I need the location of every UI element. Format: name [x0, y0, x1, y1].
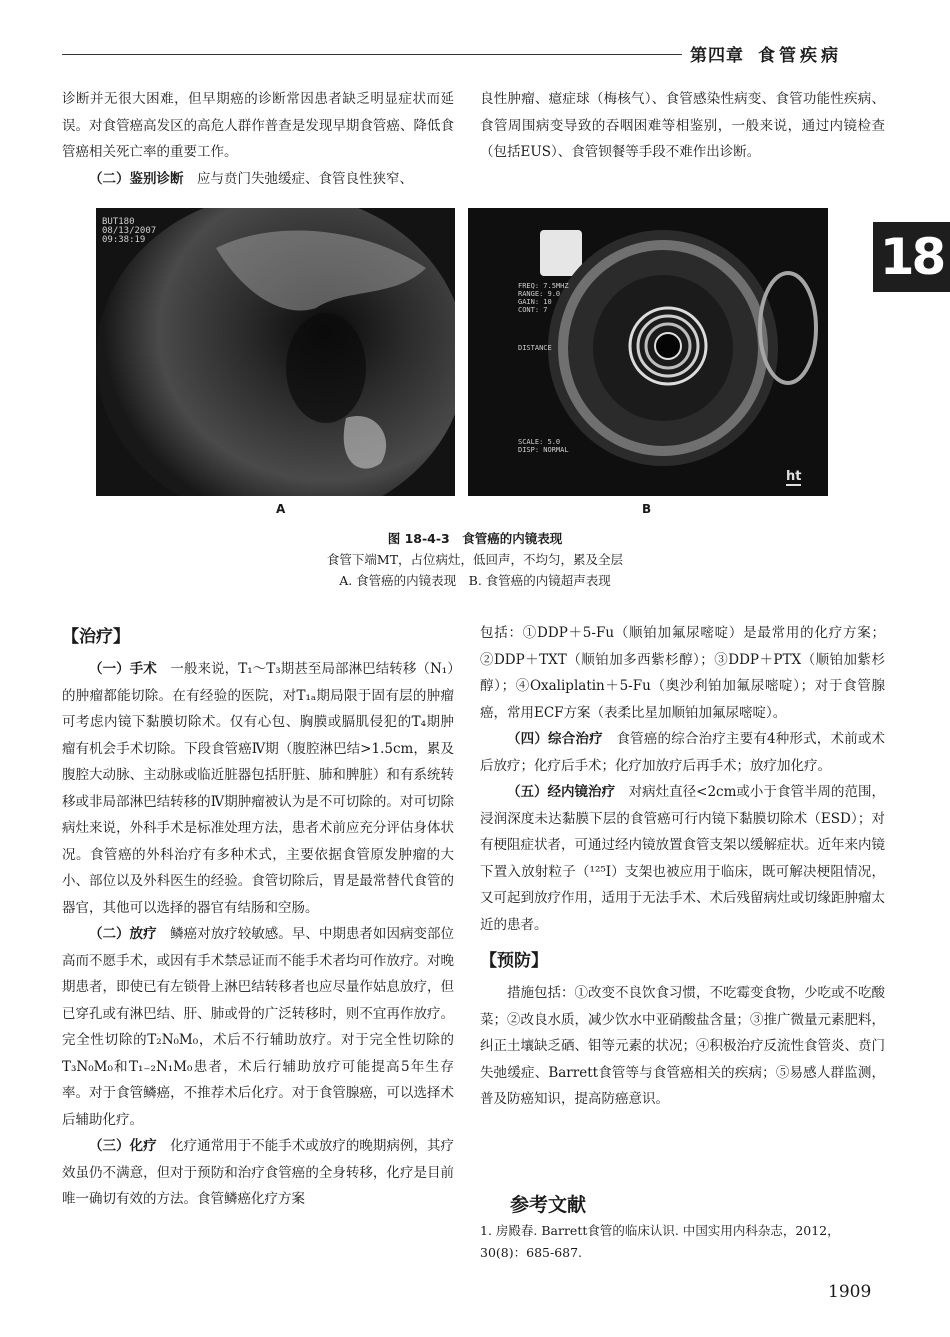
surgery-heading: （一）手术: [89, 661, 157, 677]
differential-heading: （二）鉴别诊断: [89, 170, 184, 187]
prevention-heading: 【预防】: [480, 951, 548, 971]
chapter-topic: 食管疾病: [758, 46, 842, 66]
treatment-heading: 【治疗】: [62, 627, 130, 647]
reference-item: 1. 房殿春. Barrett食管的临床认识. 中国实用内科杂志，2012，30(8)：685-687.: [480, 1223, 840, 1260]
intro-paragraph: 诊断并无很大困难，但早期癌的诊断常因患者缺乏明显症状而延误。对食管癌高发区的高危人群作普查是发现早期食管癌、降低食管癌相关死亡率的重要工作。: [62, 91, 454, 160]
chapter-tab: 18: [873, 222, 950, 292]
top-right-column: [480, 86, 885, 166]
chemotherapy-heading: （三）化疗: [89, 1138, 157, 1154]
eus-overlay-settings: FREQ: 7.5MHZ RANGE: 9.0 GAIN: 10 CONT: 7 DISTANCE: [518, 282, 569, 352]
endoscopic-therapy-paragraph: [480, 779, 885, 938]
radiotherapy-paragraph: [62, 921, 454, 1133]
radiotherapy-heading: （二）放疗: [89, 926, 157, 942]
eus-logo: ht: [786, 469, 802, 484]
figure-b-eus-image: [468, 208, 828, 496]
differential-text: 应与贲门失弛缓症、食管良性狭窄、: [197, 170, 413, 187]
surgery-text: 一般来说，T₁～T₃期甚至局部淋巴结转移（N₁）的肿瘤都能切除。在有经验的医院，对T₁ₐ期局限于固有层的肿瘤可考虑内镜下黏膜切除术。仅有心包、胸膜或膈肌侵犯的T₄期肿瘤有机会手术切除。下段食管癌Ⅳ期（腹腔淋巴结>1.5cm，累及腹腔大动脉、主动脉或临近脏器包括肝脏、肺和脾脏）和有系统转移或非局部淋巴结转移的Ⅳ期肿瘤被认为是不可切除的。对可切除病灶来说，外科手术是标准处理方法，患者术前应充分评估身体状况。食管癌的外科治疗有多种术式，主要依据食管原发肿瘤的大小、部位以及外科医生的经验。食管切除后，胃是最常替代食管的器官，其他可以选择的器官有结肠和空肠。: [62, 661, 455, 916]
combined-therapy-heading: （四）综合治疗: [507, 731, 603, 747]
endoscopic-therapy-heading: （五）经内镜治疗: [507, 784, 616, 800]
figure-label-b: B: [642, 502, 652, 516]
figure-caption-description: 食管下端MT，占位病灶，低回声，不均匀，累及全层: [326, 552, 624, 567]
treatment-right-column: [480, 620, 885, 1113]
endoscopy-overlay-text: BUT180 08/13/2007 09:38:19: [102, 217, 157, 245]
differential-paragraph: [62, 166, 454, 193]
figure-a-endoscopy-image: [96, 208, 455, 496]
eus-overlay-scale: SCALE: 5.0 DISP: NORMAL: [518, 438, 569, 454]
radiotherapy-text: 鳞癌对放疗较敏感。早、中期患者如因病变部位高而不愿手术，或因有手术禁忌证而不能手术者均可作放疗。对晚期患者，即使已有左锁骨上淋巴结转移者也应尽量作姑息放疗，但已穿孔或有淋巴结、肝、肺或骨的广泛转移时，则不宜再作放疗。完全性切除的T₂N₀M₀，术后不行辅助放疗。对于完全性切除的T₃N₀M₀和T₁₋₂N₁M₀患者，术后行辅助放疗可能提高5年生存率。对于食管鳞癌，不推荐术后化疗。对于食管腺癌，可以选择术后辅助化疗。: [62, 926, 455, 1128]
chemotherapy-paragraph: [62, 1133, 454, 1213]
combined-therapy-paragraph: [480, 726, 885, 779]
chapter-header: [690, 41, 842, 66]
references-heading: 参考文献: [510, 1194, 587, 1216]
treatment-left-column: [62, 620, 454, 1213]
differential-continued: 良性肿瘤、癔症球（梅核气）、食管感染性病变、食管功能性疾病、食管周围病变导致的吞咽困难等相鉴别，一般来说，通过内镜检查（包括EUS）、食管钡餐等手段不难作出诊断。: [480, 91, 885, 160]
prevention-paragraph: 措施包括：①改变不良饮食习惯，不吃霉变食物，少吃或不吃酸菜；②改良水质，减少饮水中亚硝酸盐含量；③推广微量元素肥料，纠正土壤缺乏硒、钼等元素的状况；④积极治疗反流性食管炎、贲门失弛缓症、Barrett食管等与食管癌相关的疾病；⑤易感人群监测，普及防癌知识，提高防癌意识。: [480, 985, 885, 1107]
endoscopy-photo: [96, 208, 455, 496]
figure-label-a: A: [276, 502, 286, 516]
header-rule: [62, 54, 682, 55]
surgery-paragraph: [62, 656, 454, 921]
combined-therapy-text: 食管癌的综合治疗主要有4种形式，术前或术后放疗；化疗后手术；化疗加放疗后再手术；放疗加化疗。: [480, 731, 886, 774]
scan-marker-box: [540, 230, 582, 276]
endoscopic-therapy-text: 对病灶直径<2cm或小于食管半周的范围，浸润深度未达黏膜下层的食管癌可行内镜下黏膜切除术（ESD）；对有梗阻症状者，可通过经内镜放置食管支架以缓解症状。近年来内镜下置入放射粒子（¹²⁵I）支架也被应用于临床，既可解决梗阻情况，又可起到放疗作用，适用于无法手术、术后残留病灶或切缘距肿瘤太近的患者。: [480, 784, 886, 933]
chapter-number: 第四章: [690, 46, 744, 66]
chemo-regimens-paragraph: 包括：①DDP＋5-Fu（顺铂加氟尿嘧啶）是最常用的化疗方案；②DDP＋TXT（顺铂加多西紫杉醇）；③DDP＋PTX（顺铂加紫杉醇）；④Oxaliplatin＋5-Fu（奥沙利铂加氟尿嘧啶）；对于食管腺癌，常用ECF方案（表柔比星加顺铂加氟尿嘧啶）。: [480, 625, 885, 721]
top-left-column: [62, 86, 454, 192]
figure-caption-title: 图 18-4-3 食管癌的内镜表现: [387, 531, 563, 546]
page-number: 1909: [828, 1282, 872, 1302]
chemotherapy-text: 化疗通常用于不能手术或放疗的晚期病例，其疗效虽仍不满意，但对于预防和治疗食管癌的全身转移，化疗是目前唯一确切有效的方法。食管鳞癌化疗方案: [62, 1138, 455, 1207]
figure-caption-subtitles: A. 食管癌的内镜表现 B. 食管癌的内镜超声表现: [339, 573, 611, 588]
figure-caption: [180, 528, 770, 591]
